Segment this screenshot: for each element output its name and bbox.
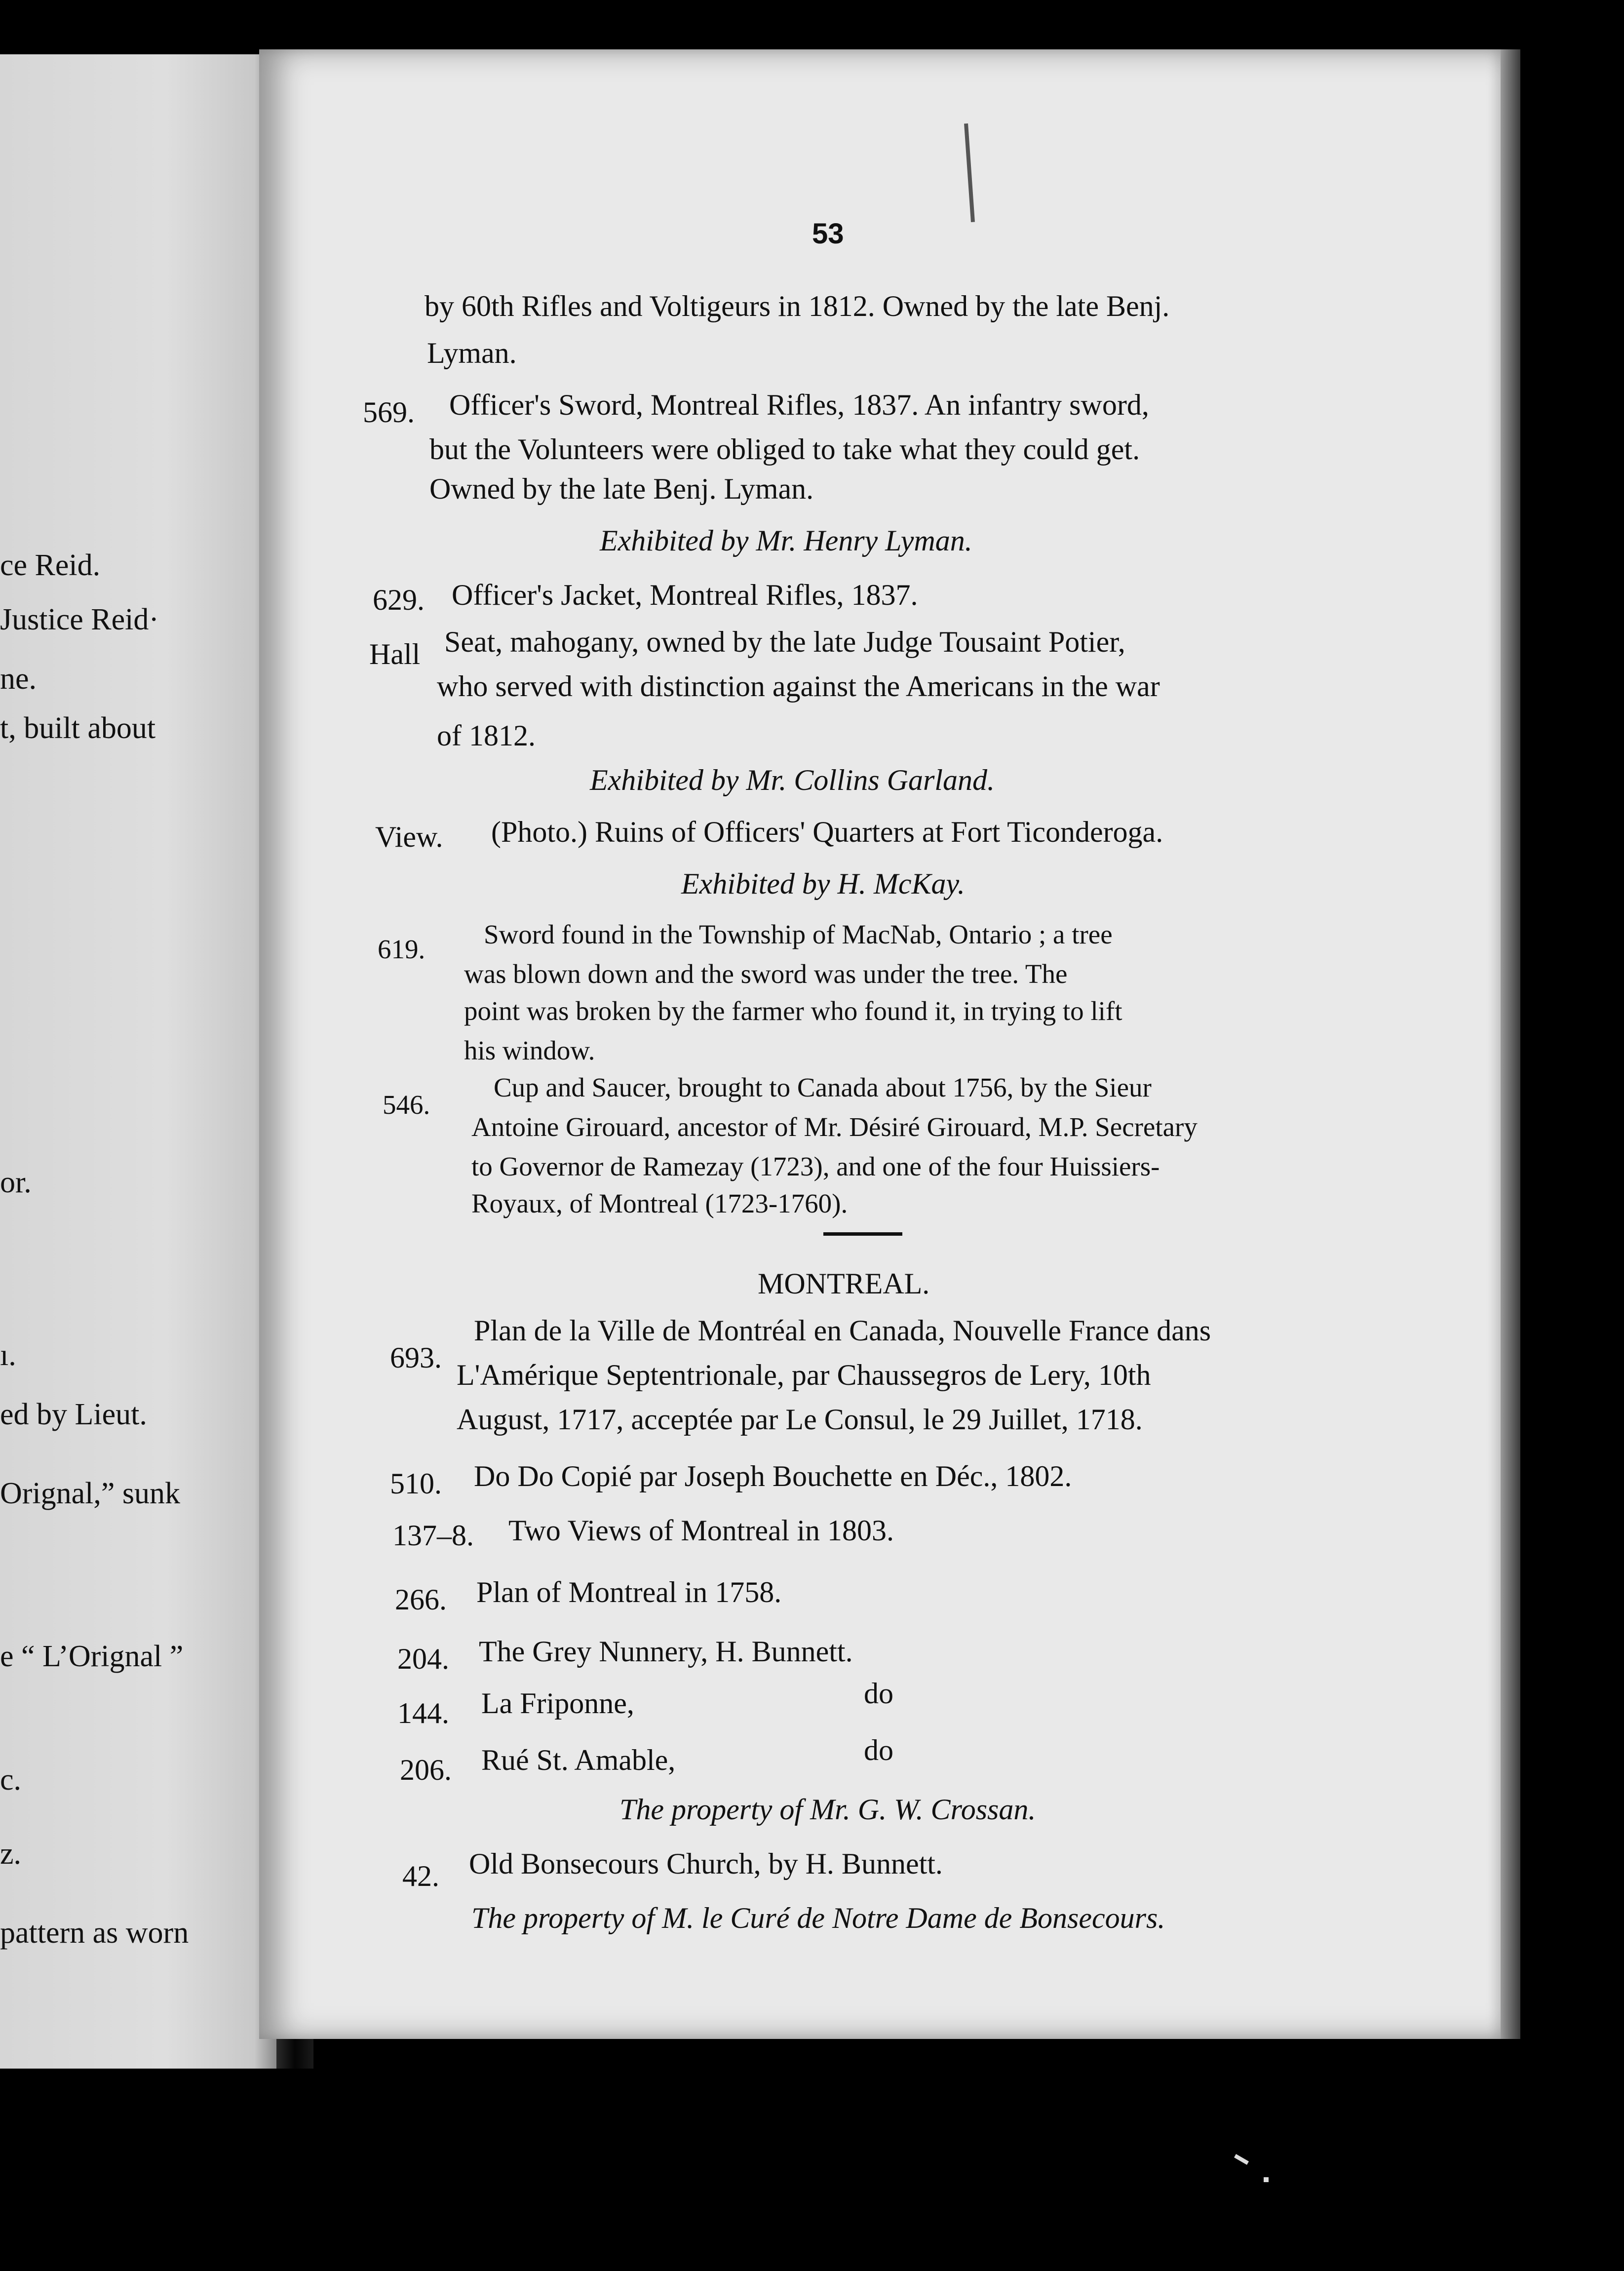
entry-number: 569. (363, 396, 415, 429)
entry-number: 137–8. (392, 1519, 474, 1552)
entry-line: by 60th Rifles and Voltigeurs in 1812. Owned by the late Benj. (425, 290, 1170, 322)
entry-number: 204. (397, 1643, 449, 1675)
entry-number: 266. (395, 1583, 447, 1616)
left-line: z. (0, 1837, 22, 1871)
dust-speck (1234, 2154, 1249, 2165)
entry-line: Cup and Saucer, brought to Canada about 1756, by the Sieur (494, 1072, 1152, 1102)
entry-number: 629. (373, 584, 425, 616)
entry-line: his window. (464, 1035, 595, 1065)
entry-line: Sword found in the Township of MacNab, Ontario ; a tree (484, 919, 1113, 949)
section-divider (823, 1232, 902, 1236)
entry-line: Do Do Copié par Joseph Bouchette en Déc., 1802. (474, 1460, 1072, 1492)
left-line: ne. (0, 662, 37, 696)
entry-line: Plan de la Ville de Montréal en Canada, Nouvelle France dans (474, 1314, 1211, 1347)
entry-number: 510. (390, 1467, 442, 1500)
entry-line: August, 1717, acceptée par Le Consul, le 29 Juillet, 1718. (457, 1403, 1143, 1436)
entry-number: 693. (390, 1341, 442, 1374)
left-line: pattern as worn (0, 1916, 189, 1950)
exhibitor-credit: Exhibited by Mr. Collins Garland. (590, 764, 995, 796)
entry-line: Antoine Girouard, ancestor of Mr. Désiré Girouard, M.P. Secretary (471, 1112, 1198, 1142)
property-credit: The property of Mr. G. W. Crossan. (619, 1793, 1036, 1826)
entry-number: Hall (369, 638, 421, 670)
entry-line: (Photo.) Ruins of Officers' Quarters at Fort Ticonderoga. (491, 816, 1163, 848)
entry-number: View. (375, 821, 443, 853)
left-line: c. (0, 1763, 22, 1797)
entry-line: Lyman. (427, 337, 517, 369)
entry-line: Royaux, of Montreal (1723-1760). (471, 1188, 848, 1218)
entry-line: to Governor de Ramezay (1723), and one of the four Huissiers- (471, 1151, 1160, 1181)
left-page (0, 54, 276, 2069)
left-line: e “ L’Orignal ” (0, 1640, 184, 1673)
left-line: Orignal,” sunk (0, 1477, 181, 1510)
entry-line: but the Volunteers were obliged to take what they could get. (429, 433, 1140, 466)
page-edge-shadow (1501, 49, 1520, 2039)
property-credit: The property of M. le Curé de Notre Dame de Bonsecours. (471, 1902, 1165, 1934)
entry-line: Rué St. Amable, (481, 1744, 676, 1776)
left-line: ı. (0, 1338, 16, 1372)
entry-line: Officer's Jacket, Montreal Rifles, 1837. (452, 579, 918, 611)
left-line: ed by Lieut. (0, 1398, 147, 1431)
entry-number: 546. (383, 1090, 430, 1120)
section-heading: MONTREAL. (758, 1267, 930, 1300)
entry-line: of 1812. (437, 719, 536, 752)
entry-number: 144. (397, 1697, 449, 1729)
dust-speck (1264, 2177, 1269, 2182)
exhibitor-credit: Exhibited by Mr. Henry Lyman. (600, 524, 972, 557)
entry-number: 206. (400, 1754, 452, 1786)
ditto-mark: do (864, 1734, 893, 1766)
exhibitor-credit: Exhibited by H. McKay. (681, 867, 965, 900)
entry-line: L'Amérique Septentrionale, par Chaussegros de Lery, 10th (457, 1359, 1151, 1391)
left-line: t, built about (0, 711, 156, 745)
entry-line: Owned by the late Benj. Lyman. (429, 472, 814, 505)
entry-line: Officer's Sword, Montreal Rifles, 1837. An infantry sword, (449, 389, 1149, 421)
entry-line: was blown down and the sword was under the tree. The (464, 959, 1068, 989)
entry-line: point was broken by the farmer who found it, in trying to lift (464, 996, 1122, 1026)
entry-line: Old Bonsecours Church, by H. Bunnett. (469, 1847, 943, 1880)
page-number: 53 (812, 218, 844, 250)
entry-line: who served with distinction against the Americans in the war (437, 670, 1160, 703)
entry-line: The Grey Nunnery, H. Bunnett. (479, 1635, 853, 1668)
entry-line: Seat, mahogany, owned by the late Judge Tousaint Potier, (444, 626, 1125, 658)
entry-line: Two Views of Montreal in 1803. (508, 1514, 894, 1547)
entry-number: 42. (402, 1860, 439, 1892)
ditto-mark: do (864, 1677, 893, 1710)
entry-line: Plan of Montreal in 1758. (476, 1576, 782, 1608)
entry-line: La Friponne, (481, 1687, 634, 1720)
entry-number: 619. (378, 934, 425, 964)
left-line: or. (0, 1166, 32, 1199)
left-line: ce Reid. (0, 548, 101, 582)
left-line: Justice Reid· (0, 603, 159, 636)
